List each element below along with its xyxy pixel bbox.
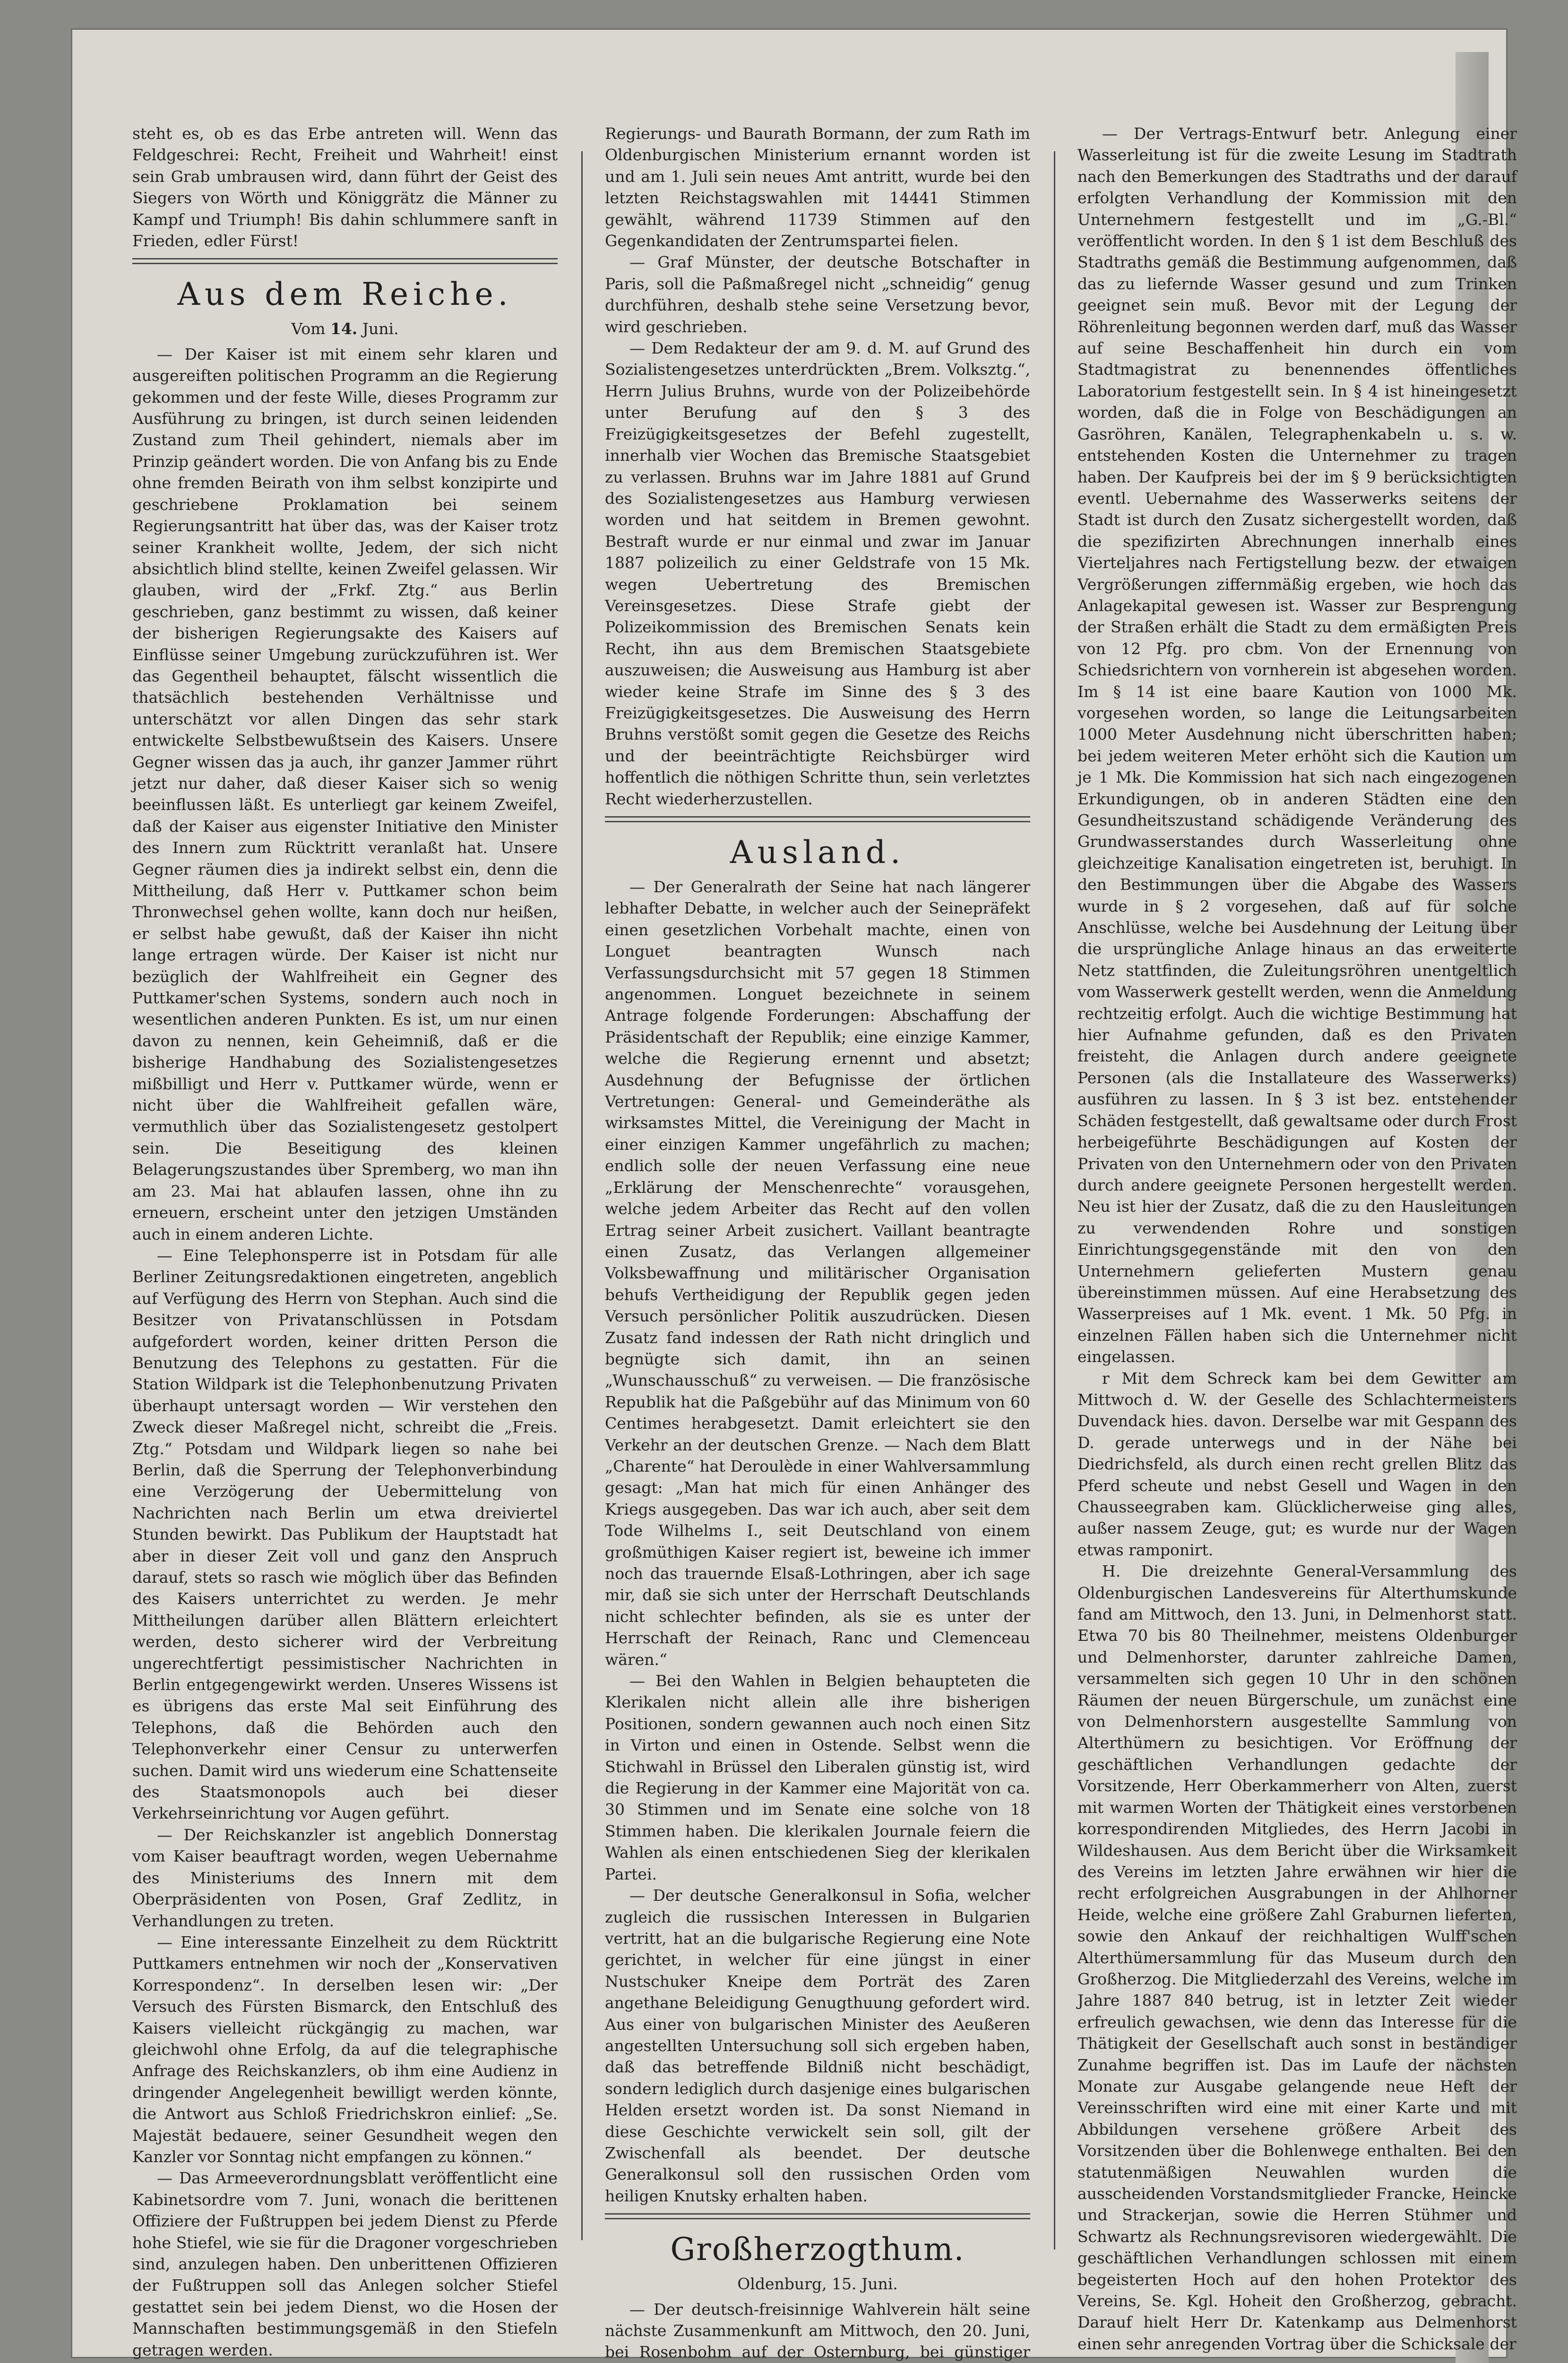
article-belgien: — Bei den Wahlen in Belgien behaupteten die Klerikalen nicht allein alle ihre bisherigen Positionen, sondern gewannen auch noch einen Sitz in Virton und einen in Ostende. Selbst wenn die Stichwahl in Brüssel den Liberalen günstig ist, wird die Regierung in der Kammer eine Majorität von ca. 30 Stimmen und im Senate eine solche von 18 Stimmen haben. Die klerikalen Journale feiern die Wahlen als einen entschiedenen Sieg der klerikalen Partei. xyxy=(605,1672,1030,1883)
article-bruhns: — Dem Redakteur der am 9. d. M. auf Grund des Sozialistengesetzes unterdrückten „Brem. Volksztg.“, Herrn Julius Bruhns, wurde von der Polizeibehörde unter Berufung auf den § 3 des Freizügigkeitsgesetzes der Befehl zugestellt, innerhalb vier Wochen das Bremische Staatsgebiet zu verlassen. Bruhns war im Jahre 1881 auf Grund des Sozialistengesetzes aus Hamburg verwiesen worden und hat seitdem in Bremen gewohnt. Bestraft wurde er nur einmal und zwar im Januar 1887 polizeilich zu einer Geldstrafe von 15 Mk. wegen Uebertretung des Bremischen Vereinsgesetzes. Diese Strafe giebt der Polizeikommission des Bremischen Senats kein Recht, ihn aus dem Bremischen Staatsgebiete auszuweisen; die Ausweisung aus Hamburg ist aber wieder keine Strafe im Sinne des § 3 des Freizügigkeitsgesetzes. Die Ausweisung des Herrn Bruhns verstößt somit gegen die Gesetze des Reichs und der beeinträchtigte Reichsbürger wird hoffentlich die nöthigen Schritte thun, sein verletztes Recht wiederherzustellen. xyxy=(605,339,1030,808)
article-armeeverordnung: — Das Armeeverordnungsblatt veröffentlicht eine Kabinetsordre vom 7. Juni, wonach die berittenen Offiziere der Fußtruppen bei jedem Dienst zu Pferde hohe Stiefel, wie sie für die Dragoner vorgeschrieben sind, anzulegen haben. Den unberittenen Offizieren der Fußtruppen soll das Anlegen solcher Stiefel gestattet sein bei jedem Dienst, wo die Hosen der Mannschaften bestimmungsgemäß in den Stiefeln getragen werden. xyxy=(132,2169,558,2359)
section-heading-ausland: Ausland. xyxy=(730,834,905,871)
column-1 xyxy=(132,123,558,2359)
column-rule-right xyxy=(1054,151,1055,2250)
section-heading-reich: Aus dem Reiche. xyxy=(177,276,513,313)
article-seine: — Der Generalrath der Seine hat nach längerer lebhafter Debatte, in welcher auch der Seinepräfekt einen gesetzlichen Vorbehalt machte, einen von Longuet beantragten Wunsch nach Verfassungsdurchsicht mit 57 gegen 18 Stimmen angenommen. Longuet bezeichnete in seinem Antrage folgende Forderungen: Abschaffung der Präsidentschaft der Republik; eine einzige Kammer, welche die Regierung ernennt und absetzt; Ausdehnung der Befugnisse der örtlichen Vertretungen: General- und Gemeinderäthe als wirksamstes Mittel, die Vereinigung der Macht in einer einzigen Kammer ungefährlich zu machen; endlich solle der neuen Verfassung eine neue „Erklärung der Menschenrechte“ vorausgehen, welche jedem Arbeiter das Recht auf den vollen Ertrag seiner Arbeit zusichert. Vaillant beantragte einen Zusatz, das Verlangen allgemeiner Volksbewaffnung und militärischer Organisation behufs Vertheidigung der Republik gegen jeden Versuch persönlicher Politik auszudrücken. Diesen Zusatz fand indessen der Rath nicht dringlich und begnügte sich damit, ihn an seinen „Wunschausschuß“ zu verweisen. — Die französische Republik hat die Paßgebühr auf das Minimum von 60 Centimes herabgesetzt. Damit erleichtert sie den Verkehr an der deutschen Grenze. — Nach dem Blatt „Charente“ hat Deroulède in einer Wahlversammlung gesagt: „Man hat mich für einen Anhänger des Kriegs ausgegeben. Das war ich auch, aber seit dem Tode Wilhelms I., seit Deutschland von einem großmüthigen Kaiser regiert ist, beweine ich immer noch das trauernde Elsaß-Lothringen, aber ich sage mir, daß sie sich unter der Herrschaft Deutschlands nicht schlechter befinden, als sie es unter der Herrschaft der Reinach, Ranc und Clemenceau wären.“ xyxy=(605,878,1030,1669)
article-telephonsperre: — Eine Telephonsperre ist in Potsdam für alle Berliner Zeitungsredaktionen eingetreten, angeblich auf Verfügung des Herrn von Stephan. Auch sind die Besitzer von Privatanschlüssen in Potsdam aufgefordert worden, keiner dritten Person die Benutzung des Telephons zu gestatten. Für die Station Wildpark ist die Telephonbenutzung Privaten überhaupt untersagt worden — Wir verstehen den Zweck dieser Maßregel nicht, schreibt die „Freis. Ztg.“ Potsdam und Wildpark liegen so nahe bei Berlin, daß die Sperrung der Telephonverbindung eine Verzögerung der Uebermittelung von Nachrichten nach Berlin um etwa dreiviertel Stunden bewirkt. Das Publikum der Hauptstadt hat aber in dieser Zeit voll und ganz den Anspruch darauf, stets so rasch wie möglich über das Befinden des Kaisers unterrichtet zu werden. Je mehr Mittheilungen darüber allen Blättern erleichtert werden, desto sicherer wird der Verbreitung ungerechtfertigt pessimistischer Nachrichten in Berlin entgegengewirkt werden. Unseres Wissens ist es übrigens das erste Mal seit Einführung des Telephons, daß die Behörden auch den Telephonverkehr einer Censur zu unterwerfen suchen. Damit wird uns wiederum eine Schattenseite des Staatsmonopols auch bei dieser Verkehrseinrichtung vor Augen geführt. xyxy=(132,1246,558,1823)
article-text: steht es, ob es das Erbe antreten will. Wenn das Feldgeschrei: Recht, Freiheit und Wahrheit! einst sein Grab umbrausen wird, dann führt der Geist des Siegers von Wörth und Königgrätz die Männer zu Kampf und Triumph! Bis dahin schlummere sanft in Frieden, edler Fürst! xyxy=(132,124,558,250)
section-divider xyxy=(605,2213,1030,2219)
article-einzelheit: — Eine interessante Einzelheit zu dem Rücktritt Puttkamers entnehmen wir noch der „Konservativen Korrespondenz“. In derselben lesen wir: „Der Versuch des Fürsten Bismarck, den Entschluß des Kaisers vielleicht rückgängig zu machen, war gleichwohl ohne Erfolg, da auf die telegraphische Anfrage des Reichskanzlers, ob ihm eine Audienz in dringender Angelegenheit bewilligt werden könnte, die Antwort aus Schloß Friedrichskron einlief: „Se. Majestät bedauere, seiner Gesundheit wegen den Kanzler vor Sonntag nicht empfangen zu können.“ xyxy=(132,1932,558,2166)
column-3 xyxy=(1077,123,1517,2353)
column-2 xyxy=(605,123,1030,2362)
column-rule-left xyxy=(581,151,583,2240)
article-kaiser: — Der Kaiser ist mit einem sehr klaren und ausgereiften politischen Programm an die Regierung gekommen und der feste Wille, dieses Programm zur Ausführung zu bringen, ist durch seinen leidenden Zustand zum Theil gehindert, niemals aber im Prinzip geändert worden. Die von Anfang bis zu Ende ohne fremden Beirath von ihm selbst konzipirte und geschriebene Proklamation bei seinem Regierungsantritt hat über das, was der Kaiser trotz seiner Krankheit wollte, Jedem, der sich nicht absichtlich blind stellte, keinen Zweifel gelassen. Wir glauben, wird der „Frkf. Ztg.“ aus Berlin geschrieben, ganz bestimmt zu wissen, daß keiner der bisherigen Regierungsakte des Kaisers auf Einflüsse seiner Umgebung zurückzuführen ist. Wer das Gegentheil behauptet, fälscht wissentlich die thatsächlich bestehenden Verhältnisse und unterschätzt vor allen Dingen das sehr stark entwickelte Selbstbewußtsein des Kaisers. Unsere Gegner wissen das ja auch, ihr ganzer Jammer rührt jetzt nur daher, daß dieser Kaiser sich so wenig beeinflussen läßt. Es unterliegt gar keinem Zweifel, daß der Kaiser aus eigenster Initiative den Minister des Innern zum Rücktritt veranlaßt hat. Unsere Gegner räumen dies ja indirekt selbst ein, denn die Mittheilung, daß Herr v. Puttkamer schon beim Thronwechsel gehen wollte, kann doch nur heißen, er selbst habe gewußt, daß der Kaiser ihn nicht lange ertragen würde. Der Kaiser ist nicht nur bezüglich der Wahlfreiheit ein Gegner des Puttkamer'schen Systems, sondern auch noch in wesentlichen anderen Punkten. Es ist, um nur einen davon zu nennen, kein Geheimniß, daß er die bisherige Handhabung des Sozialistengesetzes mißbilligt und Herr v. Puttkamer würde, wenn er nicht über die Wahlfreiheit gefallen wäre, vermuthlich über das Sozialistengesetz gestolpert sein. Die Beseitigung des kleinen Belagerungszustandes über Spremberg, wo man ihn am 23. Mai hat ablaufen lassen, ohne ihn zu erneuern, erscheint unter den jetzigen Umständen auch in einem anderen Lichte. xyxy=(132,345,558,1243)
newspaper-page xyxy=(71,28,1517,2362)
article-wasserleitung: — Der Vertrags-Entwurf betr. Anlegung einer Wasserleitung ist für die zweite Lesung im Stadtrath nach den Bemerkungen des Stadtraths und der darauf erfolgten Verhandlung der Kommission mit den Unternehmern festgestellt und im „G.-Bl.“ veröffentlicht worden. In den § 1 ist dem Beschluß des Stadtraths gemäß die Bestimmung aufgenommen, daß das zu liefernde Wasser gesund und zum Trinken geeignet sein muß. Bevor mit der Legung der Röhrenleitung begonnen werden darf, muß das Wasser auf seine Beschaffenheit hin durch ein vom Stadtmagistrat zu benennendes öffentliches Laboratorium festgestellt sein. In § 4 ist hineingesetzt worden, daß die in Folge von Beschädigungen an Gasröhren, Kanälen, Telegraphenkabeln u. s. w. entstehenden Kosten die Unternehmer zu tragen haben. Der Kaufpreis bei der im § 9 berücksichtigten eventl. Uebernahme des Wasserwerks seitens der Stadt ist durch den Zusatz sichergestellt worden, daß die spezifizirten Abrechnungen innerhalb eines Vierteljahres nach Fertigstellung bezw. der etwaigen Vergrößerungen ziffernmäßig ergeben, wie hoch das Anlagekapital gewesen ist. Wasser zur Besprengung der Straßen erhält die Stadt zu dem ermäßigten Preis von 12 Pfg. pro cbm. Von der Ernennung von Schiedsrichtern von vornherein ist abgesehen worden. Im § 14 ist eine baare Kaution von 1000 Mk. vorgesehen worden, so lange die Leitungsarbeiten 1000 Meter Ausdehnung nicht überschritten haben; bei jedem weiteren Meter erhöht sich die Kaution um je 1 Mk. Die Kommission hat sich nach eingezogenen Erkundigungen, ob in anderen Städten eine den Gesundheitszustand schädigende Veränderung des Grundwasserstandes durch Wasserleitung ohne gleichzeitige Kanalisation eingetreten ist, beruhigt. In den Bestimmungen über die Abgabe des Wassers wurde in § 2 vorgesehen, daß auf für solche Anschlüsse, welche bei Ausdehnung der Leitung über die ursprüngliche Anlage hinaus an das erweiterte Netz stattfinden, die Zuleitungsröhren unentgeltlich vom Wasserwerk gestellt werden, wenn die Anmeldung rechtzeitig erfolgt. Auch die wichtige Bestimmung hat hier Aufnahme gefunden, daß es den Privaten freisteht, die Anlagen durch andere geeignete Personen (als die Installateure des Wasserwerks) ausführen zu lassen. In § 3 ist bez. entstehender Schäden festgestellt, daß gewaltsame oder durch Frost herbeigeführte Beschädigungen auf Kosten der Privaten von den Unternehmern oder von den Privaten durch andere geeignete Personen hergestellt werden. Neu ist hier der Zusatz, daß die zu den Hausleitungen zu verwendenden Rohre und sonstigen Einrichtungsgegenstände mit den von den Unternehmern gelieferten Mustern genau übereinstimmen müssen. Auf eine Herabsetzung des Wasserpreises auf 1 Mk. event. 1 Mk. 50 Pfg. in einzelnen Fällen haben sich die Unternehmer nicht eingelassen. xyxy=(1077,124,1517,1366)
section-divider xyxy=(605,816,1030,822)
dateline-oldenburg: Oldenburg, 15. Juni. xyxy=(737,2275,898,2294)
article-wahlverein: — Der deutsch-freisinnige Wahlverein hält seine nächste Zusammenkunft am Mittwoch, den 20. Juni, bei Rosenbohm auf der Osternburg, bei günstiger xyxy=(605,2300,1030,2362)
article-ersatzwahl xyxy=(132,2361,558,2363)
section-heading-grossherzogthum: Großherzogthum. xyxy=(670,2231,965,2268)
article-generalversammlung: H. Die dreizehnte General-Versammlung des Oldenburgischen Landesvereins für Alterthumskunde fand am Mittwoch, den 13. Juni, in Delmenhorst statt. Etwa 70 bis 80 Theilnehmer, meistens Oldenburger und Delmenhorster, darunter zahlreiche Damen, versammelten sich gegen 10 Uhr in den schönen Räumen der neuen Bürgerschule, um zunächst eine von Delmenhorstern ausgestellte Sammlung von Alterthümern zu besichtigen. Vor Eröffnung der geschäftlichen Verhandlungen gedachte der Vorsitzende, Herr Oberkammerherr von Alten, zuerst mit warmen Worten der Thätigkeit eines verstorbenen korrespondirenden Mitgliedes, des Herrn Jacobi in Wildeshausen. Aus dem Bericht über die Wirksamkeit des Vereins im letzten Jahre erwähnen wir hier die recht erfolgreichen Ausgrabungen in der Ahlhorner Heide, welche eine größere Zahl Graburnen lieferten, sowie den Ankauf der reichhaltigen Wulff'schen Alterthümersammlung für das Museum durch den Großherzog. Die Mitgliederzahl des Vereins, welche im Jahre 1887 840 betrug, ist in letzter Zeit wieder erfreulich gewachsen, wie denn das Interesse für die Thätigkeit der Gesellschaft auch sonst in beständiger Zunahme begriffen ist. Das im Laufe der nächsten Monate zur Ausgabe gelangende neue Heft der Vereinsschriften wird eine mit einer Karte und mit Abbildungen versehene größere Arbeit des Vorsitzenden über die Bohlenwege enthalten. Bei den statutenmäßigen Neuwahlen wurden die ausscheidenden Vorstandsmitglieder Francke, Heincke und Strackerjan, sowie die Herren Stühmer und Schwartz als Rechnungsrevisoren wiedergewählt. Die geschäftlichen Verhandlungen schlossen mit einem begeisterten Hoch auf den hohen Protektor des Vereins, Se. Kgl. Hoheit den Großherzog, gebracht. Darauf hielt Herr Dr. Katenkamp aus Delmenhorst einen sehr anregenden Vortrag über die Schicksale der xyxy=(1077,1562,1517,2353)
section-divider xyxy=(132,258,558,264)
article-sofia: — Der deutsche Generalkonsul in Sofia, welcher zugleich die russischen Interessen in Bulgarien vertritt, hat an die bulgarische Regierung eine Note gerichtet, in welcher für eine jüngst in einer Nustschuker Kneipe dem Porträt des Zaren angethane Beleidigung Genugthuung gefordert wird. Aus einer von bulgarischen Minister des Aeußeren angestellten Untersuchung soll sich ergeben haben, daß das betreffende Bildniß nicht beschädigt, sondern lediglich durch dasjenige eines bulgarischen Helden ersetzt worden ist. Da sonst Niemand in diese Geschichte verwickelt sein soll, gilt der Zwischenfall als beendet. Der deutsche Generalkonsul soll den russischen Orden vom heiligen Knutsky erhalten haben. xyxy=(605,1886,1030,2205)
article-bormann: Regierungs- und Baurath Bormann, der zum Rath im Oldenburgischen Ministerium ernannt worden ist und am 1. Juli sein neues Amt antritt, wurde bei den letzten Reichstagswahlen mit 14441 Stimmen gewählt, während 11739 Stimmen auf den Gegenkandidaten der Zentrumspartei fielen. xyxy=(605,124,1030,250)
article-gewitter: r Mit dem Schreck kam bei dem Gewitter am Mittwoch d. W. der Geselle des Schlachtermeisters Duvendack hies. davon. Derselbe war mit Gespann des D. gerade unterwegs und in der Nähe bei Diedrichsfeld, als durch einen recht grellen Blitz das Pferd scheute und nebst Gesell und Wagen in den Chausseegraben kam. Glücklicherweise ging alles, außer nassem Zeuge, gut; es wurde nur der Wagen etwas ramponirt. xyxy=(1077,1369,1517,1559)
dateline: Vom 14. Juni. xyxy=(291,319,399,338)
article-muenster: — Graf Münster, der deutsche Botschafter in Paris, soll die Paßmaßregel nicht „schneidig“ genug durchführen, deshalb stehe seine Versetzung bevor, wird geschrieben. xyxy=(605,253,1030,336)
article-reichskanzler: — Der Reichskanzler ist angeblich Donnerstag vom Kaiser beauftragt worden, wegen Uebernahme des Ministeriums des Innern mit dem Oberpräsidenten von Posen, Graf Zedlitz, in Verhandlungen zu treten. xyxy=(132,1825,558,1930)
